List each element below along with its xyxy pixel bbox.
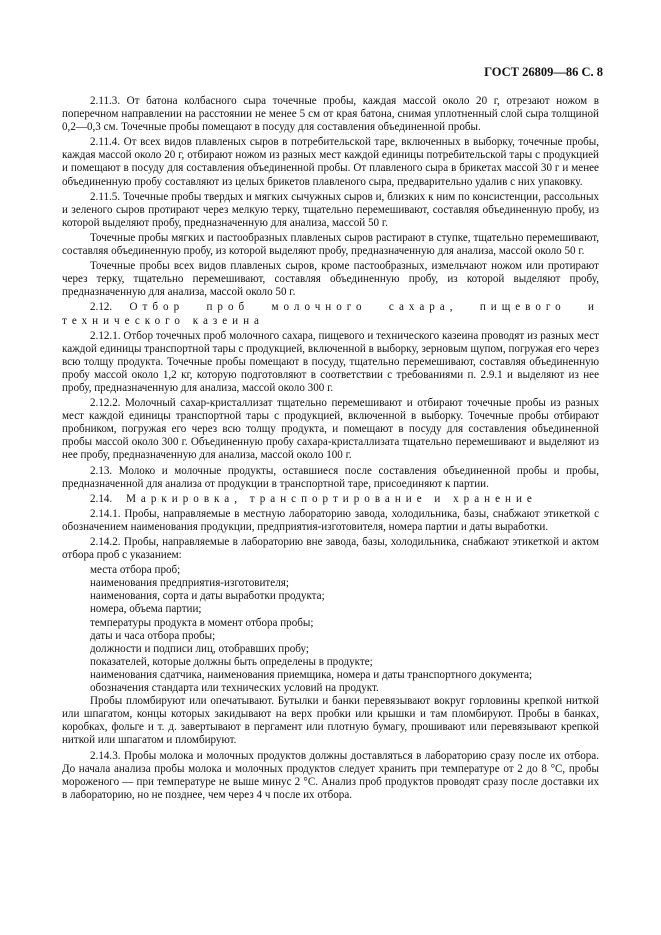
paragraph-2-12-2: 2.12.2. Молочный сахар-кристаллизат тщательно перемешивают и отбирают точечные пробы из разных мест каждой единицы транспортной тары с продукцией, включенной в выборку. Точечные пробы отбирают пробником, погружая его через всю толщу продукта, и помещают в посуду для составления объединенной пробы массой около 300 г. Объединенную пробу сахара-кристаллизата тщательно перемешивают и выделяют из нее пробу, предназначенную для анализа, массой около 100 г.: [62, 397, 599, 462]
list-item: обозначения стандарта или технических условий на продукт.: [90, 682, 379, 695]
list-item: номера, объема партии;: [90, 603, 202, 616]
list-item: должности и подписи лиц, отобравших пробу;: [90, 642, 310, 655]
paragraph-2-14-2: 2.14.2. Пробы, направляемые в лабораторию вне завода, базы, холодильника, снабжают этикеткой и актом отбора проб с указанием:: [62, 536, 599, 562]
list-item: даты и часа отбора пробы;: [90, 629, 216, 642]
act-items-list: [62, 564, 599, 695]
list-item: наименования, сорта и даты выработки продукта;: [90, 590, 325, 603]
paragraph-2-13: 2.13. Молоко и молочные продукты, оставшиеся после составления объединенной пробы и пробы, предназначенной для анализа от продукции в транспортной таре, присоединяют к партии.: [62, 464, 599, 490]
list-item: показателей, которые должны быть определены в продукте;: [90, 655, 373, 668]
paragraph-2-11-5: 2.11.5. Точечные пробы твердых и мягких сычужных сыров и, близких к ним по консистенции, рассольных и зеленого сыров протирают через мелкую терку, тщательно перемешивают, составляя объединенную пробу, из которой выделяют пробу, предназначенную для анализа, массой 50 г.: [62, 190, 599, 229]
paragraph-2-11-4: 2.11.4. От всех видов плавленых сыров в потребительской таре, включенных в выборку, точечные пробы, каждая массой около 20 г, отбирают ножом из разных мест каждой единицы потребительской тары с продукцией и помещают в посуду для составления объединенной пробы. От плавленого сыра в брикетах массой 30 г и менее объединенную пробу составляют из целых брикетов плавленого сыра, предварительно удалив с них упаковку.: [62, 136, 599, 188]
paragraph-2-12-1: 2.12.1. Отбор точечных проб молочного сахара, пищевого и технического казеина проводят из разных мест каждой единицы транспортной тары с продукцией, включенной в выборку, зерновым щупом, погружая его через всю толщу продукта. Точечные пробы помещают в посуду, тщательно перемешивают, составляя объединенную пробу массой около 1,2 кг, которую подготовляют в соответствии с требованиями п. 2.9.1 и выделяют из нее пробу, предназначенную для анализа, массой около 300 г.: [62, 329, 599, 394]
section-2-14-heading: [62, 493, 599, 506]
section-title: Маркировка, транспортирование и хранение: [126, 492, 537, 505]
list-item: наименования предприятия-изготовителя;: [90, 577, 289, 590]
list-item: наименования сдатчика, наименования приемщика, номера и даты транспортного документа;: [90, 668, 533, 681]
list-item: температуры продукта в момент отбора пробы;: [90, 616, 314, 629]
paragraph-2-11-3: 2.11.3. От батона колбасного сыра точечные пробы, каждая массой около 20 г, отрезают ножом в поперечном направлении на расстоянии не менее 5 см от края батона, снимая уплотненный слой сыра толщиной 0,2—0,3 см. Точечные пробы помещают в посуду для составления объединенной пробы.: [62, 95, 599, 134]
paragraph-all-cheese: Точечные пробы всех видов плавленых сыров, кроме пастообразных, измельчают ножом или протирают через терку, тщательно перемешивают, составляя объединенную пробу, из которой выделяют пробу, предназначенную для анализа, массой около 50 г.: [62, 260, 599, 299]
list-item: места отбора проб;: [90, 564, 181, 577]
paragraph-2-14-3: 2.14.3. Пробы молока и молочных продуктов должны доставляться в лабораторию сразу после их отбора. До начала анализа пробы молока и молочных продуктов следует хранить при температуре от 2 до 8 °С, пробы мороженого — при температуре не выше минус 2 °С. Анализ проб продуктов проводят сразу после доставки их в лабораторию, но не позднее, чем через 4 ч после их отбора.: [62, 749, 599, 801]
section-number: 2.12.: [90, 301, 113, 314]
section-2-12-heading: [62, 301, 599, 327]
document-body: [62, 95, 599, 804]
section-number: 2.14.: [90, 492, 113, 505]
section-title: Отбор проб молочного сахара, пищевого и технического казеина: [62, 301, 599, 327]
paragraph-2-14-1: 2.14.1. Пробы, направляемые в местную лабораторию завода, холодильника, базы, снабжают этикеткой с обозначением наименования продукции, предприятия-изготовителя, номера партии и даты выработки.: [62, 507, 599, 533]
page-header: ГОСТ 26809—86 С. 8: [484, 65, 603, 79]
paragraph-sealing: Пробы пломбируют или опечатывают. Бутылки и банки перевязывают вокруг горловины крепкой ниткой или шпагатом, концы которых закидывают на верх пробки или крышки и там пломбируют. Пробы в банках, коробках, фольге и т. д. завертывают в пергамент или плотную бумагу, прошивают или перевязывают крепкой ниткой или шпагатом и пломбируют.: [62, 695, 599, 747]
paragraph-soft-cheese: Точечные пробы мягких и пастообразных плавленых сыров растирают в ступке, тщательно перемешивают, составляя объединенную пробу, из которой выделяют пробу, предназначенную для анализа, массой около 50 г.: [62, 231, 599, 258]
